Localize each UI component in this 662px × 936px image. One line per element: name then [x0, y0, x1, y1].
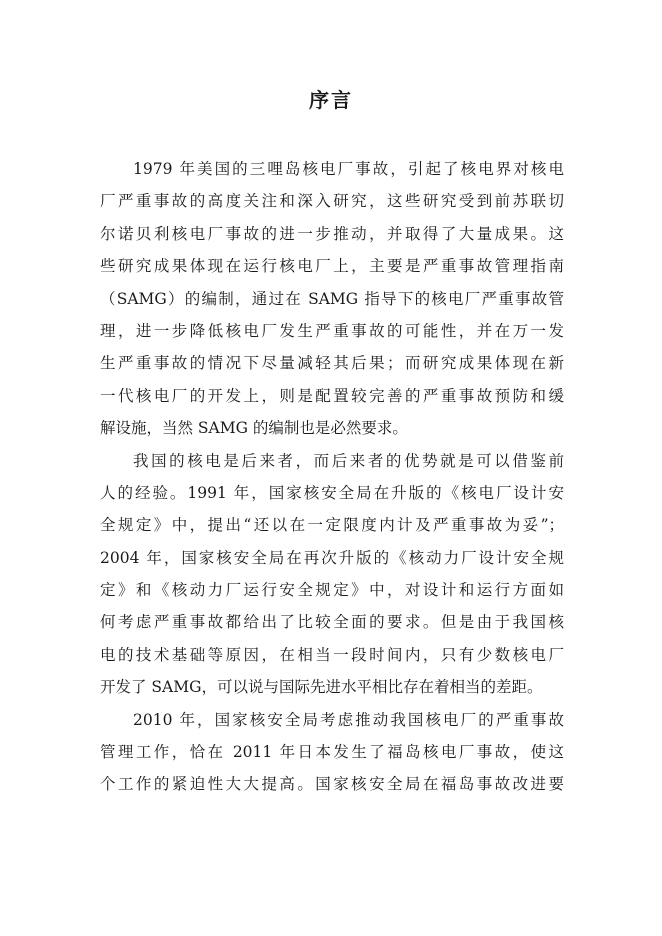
text-line: 何考虑严重事故都给出了比较全面的要求。但是由于我国核: [100, 613, 564, 632]
text-line: 厂严重事故的高度关注和深入研究，这些研究受到前苏联切: [100, 192, 564, 211]
text-line: 些研究成果体现在运行核电厂上，主要是严重事故管理指南: [100, 257, 564, 276]
text-line: 我国的核电是后来者，而后来者的优势就是可以借鉴前: [133, 451, 564, 470]
text-line: 定》和《核动力厂运行安全规定》中，对设计和运行方面如: [100, 581, 564, 600]
text-line: 2004 年，国家核安全局在再次升版的《核动力厂设计安全规: [100, 548, 564, 567]
text-line: 个工作的紧迫性大大提高。国家核安全局在福岛事故改进要: [100, 775, 564, 794]
text-line: 1979 年美国的三哩岛核电厂事故，引起了核电界对核电: [133, 160, 564, 178]
text-line: 理，进一步降低核电厂发生严重事故的可能性，并在万一发: [100, 321, 564, 340]
text-line: 生严重事故的情况下尽量减轻其后果；而研究成果体现在新: [100, 354, 564, 373]
paragraph-3: [100, 704, 564, 801]
document-body: [100, 153, 564, 801]
page-title: 序言: [309, 88, 353, 112]
text-line: 开发了 SAMG，可以说与国际先进水平相比存在着相当的差距。: [100, 678, 543, 697]
paragraph-1: [100, 153, 564, 445]
text-line: 全规定》中，提出“还以在一定限度内计及严重事故为妥”；: [100, 516, 564, 535]
text-line: 管理工作，恰在 2011 年日本发生了福岛核电厂事故，使这: [100, 743, 564, 762]
text-line: 解设施，当然 SAMG 的编制也是必然要求。: [100, 419, 408, 438]
text-line: 2010 年，国家核安全局考虑推动我国核电厂的严重事故: [133, 710, 564, 729]
text-line: 电的技术基础等原因，在相当一段时间内，只有少数核电厂: [100, 645, 564, 664]
text-line: （SAMG）的编制，通过在 SAMG 指导下的核电厂严重事故管: [100, 289, 564, 308]
text-line: 尔诺贝利核电厂事故的进一步推动，并取得了大量成果。这: [100, 224, 564, 243]
text-line: 一代核电厂的开发上，则是配置较完善的严重事故预防和缓: [100, 386, 564, 405]
paragraph-2: [100, 445, 564, 704]
text-line: 人的经验。1991 年，国家核安全局在升版的《核电厂设计安: [100, 483, 564, 502]
